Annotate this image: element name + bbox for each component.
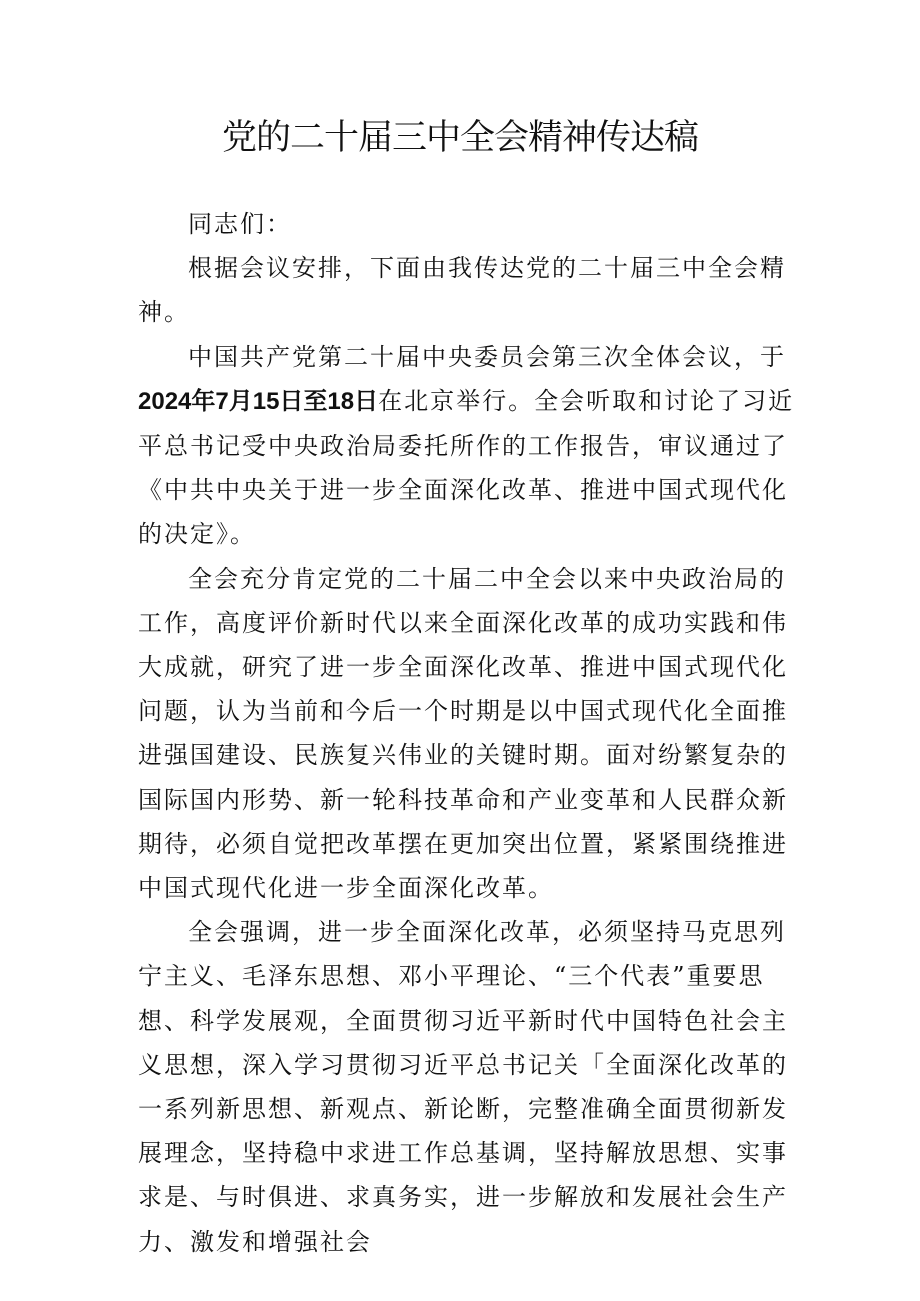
paragraph-1: 根据会议安排，下面由我传达党的二十届三中全会精神。	[138, 254, 786, 327]
document-body	[138, 202, 798, 1264]
paragraph-2-rest: 在北京举行。全会听取和讨论了习近平总书记受中央政治局委托所作的工作报告，审议通过了《中共中央关于进一步全面深化改革、推进中国式现代化的决定》。	[138, 386, 795, 549]
paragraph-4: 全会强调，进一步全面深化改革，必须坚持马克思列宁主义、毛泽东思想、邓小平理论、“三个代表”重要思想、科学发展观，全面贯彻习近平新时代中国特色社会主义思想，深入学习贯彻习近平总书记关「全面深化改革的一系列新思想、新观点、新论断，完整准确全面贯彻新发展理念，坚持稳中求进工作总基调，坚持解放思想、实事求是、与时俱进、求真务实，进一步解放和发展社会生产力、激发和增强社会	[138, 918, 788, 1256]
document-title: 党的二十届三中全会精神传达稿	[221, 118, 698, 158]
meeting-date: 2024年7月15日至18日	[138, 387, 379, 415]
paragraph-2-lead: 中国共产党第二十届中央委员会第三次全体会议，于	[188, 342, 786, 371]
salutation: 同志们：	[188, 210, 292, 238]
paragraph-3: 全会充分肯定党的二十届二中全会以来中央政治局的工作，高度评价新时代以来全面深化改革的成功实践和伟大成就，研究了进一步全面深化改革、推进中国式现代化问题，认为当前和今后一个时期是以中国式现代化全面推进强国建设、民族复兴伟业的关键时期。面对纷繁复杂的国际国内形势、新一轮科技革命和产业变革和人民群众新期待，必须自觉把改革摆在更加突出位置，紧紧围绕推进中国式现代化进一步全面深化改革。	[138, 564, 788, 903]
paragraph-2	[138, 335, 798, 557]
